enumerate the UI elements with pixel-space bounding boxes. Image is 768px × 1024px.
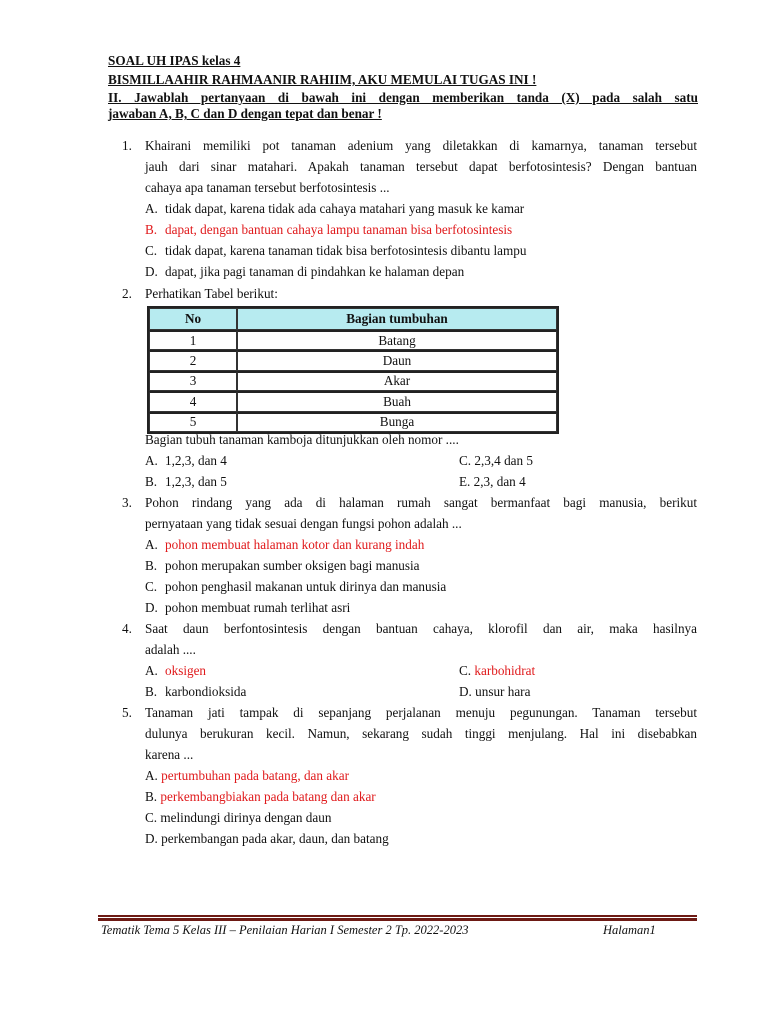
table-cell: Buah: [237, 391, 557, 411]
option-text: karbohidrat: [474, 663, 536, 678]
instruction-line-1: II. Jawablah pertanyaan di bawah ini dengan memberikan tanda (X) pada salah satu: [108, 90, 698, 105]
exam-title: SOAL UH IPAS kelas 4: [108, 53, 241, 68]
question-number: 5.: [122, 705, 132, 720]
option-letter: A.: [145, 663, 158, 678]
table-header-cell: No: [149, 308, 237, 330]
answer-option-correct[interactable]: [145, 534, 424, 555]
option-letter: A.: [145, 453, 158, 468]
option-text: 2,3, dan 4: [473, 474, 526, 489]
question-text-line: dulunya berukuran kecil. Namun, sekarang sudah tinggi menjulang. Hal ini disebabkan: [145, 726, 697, 741]
option-letter: B.: [145, 222, 158, 237]
answer-option[interactable]: [459, 681, 530, 702]
table-header-cell: Bagian tumbuhan: [237, 308, 557, 330]
answer-option[interactable]: [145, 576, 446, 597]
answer-option[interactable]: [145, 597, 350, 618]
option-text: pohon membuat halaman kotor dan kurang indah: [165, 537, 425, 552]
option-letter: E.: [459, 474, 471, 489]
option-letter: A.: [145, 201, 158, 216]
table-cell: Akar: [237, 371, 557, 391]
question-text-line: Bagian tubuh tanaman kamboja ditunjukkan oleh nomor ....: [145, 432, 459, 447]
question-text-line: adalah ....: [145, 642, 196, 657]
option-text: unsur hara: [475, 684, 531, 699]
table-row: [149, 371, 557, 391]
answer-option-correct[interactable]: [145, 765, 349, 786]
option-letter: C.: [145, 243, 158, 258]
answer-option[interactable]: [145, 261, 464, 282]
footer-rule-thin: [98, 915, 697, 917]
option-letter: B.: [145, 684, 158, 699]
table-cell: 5: [149, 412, 237, 432]
table-row: [149, 391, 557, 411]
option-text: tidak dapat, karena tidak ada cahaya matahari yang masuk ke kamar: [165, 201, 525, 216]
option-text: melindungi dirinya dengan daun: [160, 810, 332, 825]
answer-option[interactable]: [145, 828, 389, 849]
option-letter: C.: [459, 663, 472, 678]
plant-parts-table: [147, 306, 559, 434]
option-text: tidak dapat, karena tanaman tidak bisa berfotosintesis dibantu lampu: [165, 243, 527, 258]
page-number: Halaman1: [603, 923, 656, 937]
question-text-line: Perhatikan Tabel berikut:: [145, 286, 278, 301]
option-text: 1,2,3, dan 4: [165, 453, 227, 468]
instruction-line-2: jawaban A, B, C dan D dengan tepat dan benar !: [108, 106, 382, 121]
answer-option-correct[interactable]: [145, 219, 512, 240]
footer-rule-thick: [98, 918, 697, 921]
question-text-line: Saat daun berfontosintesis dengan bantuan cahaya, klorofil dan air, maka hasilnya: [145, 621, 697, 636]
option-letter: C.: [145, 810, 158, 825]
table-cell: 4: [149, 391, 237, 411]
question-number: 1.: [122, 138, 132, 153]
question-text-line: cahaya apa tanaman tersebut berfotosintesis ...: [145, 180, 390, 195]
answer-option-correct[interactable]: [145, 660, 206, 681]
option-text: 2,3,4 dan 5: [474, 453, 533, 468]
option-letter: B.: [145, 789, 158, 804]
table-cell: 3: [149, 371, 237, 391]
answer-option-correct[interactable]: [145, 786, 376, 807]
answer-option[interactable]: [459, 450, 533, 471]
option-text: karbondioksida: [165, 684, 247, 699]
table-cell: 2: [149, 350, 237, 370]
table-cell: Daun: [237, 350, 557, 370]
option-text: pohon penghasil makanan untuk dirinya dan manusia: [165, 579, 447, 594]
question-number: 2.: [122, 286, 132, 301]
option-letter: C.: [459, 453, 472, 468]
answer-option-correct[interactable]: [459, 660, 535, 681]
answer-option[interactable]: [145, 471, 227, 492]
option-text: dapat, jika pagi tanaman di pindahkan ke halaman depan: [165, 264, 465, 279]
option-text: perkembangbiakan pada batang dan akar: [160, 789, 376, 804]
answer-option[interactable]: [145, 198, 524, 219]
opening-prayer: BISMILLAAHIR RAHMAANIR RAHIIM, AKU MEMULAI TUGAS INI !: [108, 72, 537, 87]
option-letter: A.: [145, 537, 158, 552]
option-text: oksigen: [165, 663, 207, 678]
answer-option[interactable]: [145, 555, 420, 576]
footer-text: Tematik Tema 5 Kelas III – Penilaian Harian I Semester 2 Tp. 2022-2023: [101, 923, 469, 937]
question-number: 4.: [122, 621, 132, 636]
question-text-line: Pohon rindang yang ada di halaman rumah sangat bermanfaat bagi manusia, berikut: [145, 495, 697, 510]
option-text: pohon membuat rumah terlihat asri: [165, 600, 351, 615]
option-letter: B.: [145, 474, 158, 489]
option-letter: B.: [145, 558, 158, 573]
table-row: [149, 350, 557, 370]
answer-option[interactable]: [145, 240, 526, 261]
option-letter: D.: [145, 600, 158, 615]
question-text-line: karena ...: [145, 747, 194, 762]
table-header-row: [149, 308, 557, 330]
table-cell: Bunga: [237, 412, 557, 432]
question-number: 3.: [122, 495, 132, 510]
option-text: pertumbuhan pada batang, dan akar: [161, 768, 349, 783]
question-text-line: pernyataan yang tidak sesuai dengan fungsi pohon adalah ...: [145, 516, 462, 531]
option-letter: C.: [145, 579, 158, 594]
answer-option[interactable]: [145, 450, 227, 471]
option-letter: D.: [145, 831, 158, 846]
option-text: perkembangan pada akar, daun, dan batang: [161, 831, 389, 846]
option-letter: D.: [145, 264, 158, 279]
answer-option[interactable]: [145, 807, 331, 828]
answer-option[interactable]: [145, 681, 246, 702]
option-text: 1,2,3, dan 5: [165, 474, 227, 489]
question-text-line: jauh dari sinar matahari. Apakah tanaman tersebut dapat berfotosintesis? Dengan bantuan: [145, 159, 697, 174]
option-text: dapat, dengan bantuan cahaya lampu tanaman bisa berfotosintesis: [165, 222, 513, 237]
table-cell: Batang: [237, 330, 557, 350]
option-letter: A.: [145, 768, 158, 783]
answer-option[interactable]: [459, 471, 526, 492]
option-letter: D.: [459, 684, 472, 699]
table-cell: 1: [149, 330, 237, 350]
question-text-line: Khairani memiliki pot tanaman adenium yang diletakkan di kamarnya, tanaman tersebut: [145, 138, 697, 153]
table-row: [149, 330, 557, 350]
option-text: pohon merupakan sumber oksigen bagi manusia: [165, 558, 420, 573]
question-text-line: Tanaman jati tampak di sepanjang perjalanan menuju pegunungan. Tanaman tersebut: [145, 705, 697, 720]
